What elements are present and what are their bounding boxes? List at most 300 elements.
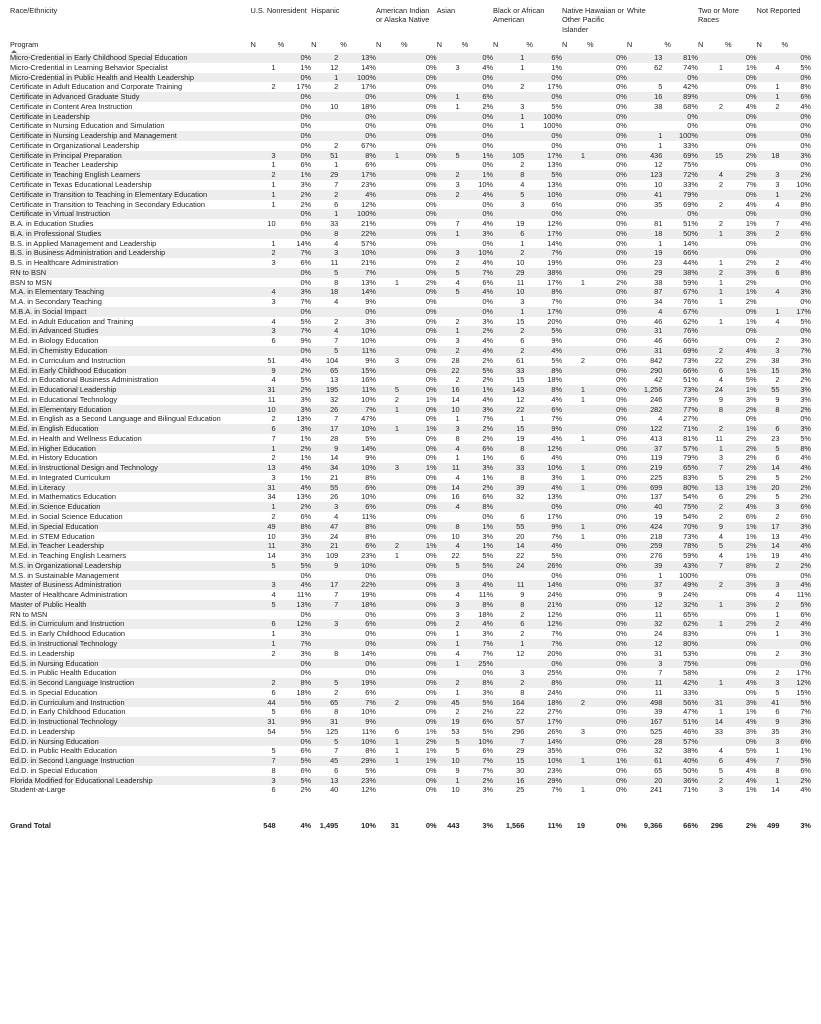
percent-cell: 7% — [551, 414, 563, 424]
program-name-cell[interactable]: Ed.S. in Second Language Instruction — [10, 678, 250, 688]
count-cell — [562, 629, 585, 639]
program-name-cell[interactable]: Ed.S. in Instructional Technology — [10, 639, 250, 649]
program-name-cell[interactable]: M.Ed. in STEM Education — [10, 531, 95, 541]
program-name-cell[interactable]: M.Ed. in English Education — [10, 424, 250, 434]
program-name-cell[interactable]: M.Ed. in Instructional Design and Technology — [10, 463, 250, 473]
subheader-n-white[interactable]: N — [626, 40, 633, 49]
grand-total-percent-cell: 10% — [338, 817, 376, 835]
count-cell: 1,256 — [627, 385, 663, 395]
table-row[interactable] — [10, 424, 811, 434]
count-cell: 2 — [271, 648, 276, 658]
percent-cell: 7% — [300, 297, 312, 307]
percent-cell: 3% — [780, 151, 811, 161]
program-name-cell[interactable]: M.Ed. in Special Education — [10, 522, 250, 532]
subheader-pct-us-nonresident[interactable]: % — [277, 40, 285, 49]
table-row[interactable] — [10, 766, 811, 776]
percent-cell: 3% — [800, 648, 811, 658]
percent-cell: 1% — [745, 219, 757, 229]
table-row[interactable] — [10, 326, 811, 336]
program-name-cell[interactable]: Ed.S. in Nursing Education — [10, 659, 250, 669]
percent-cell: 13% — [276, 600, 312, 610]
count-cell: 413 — [650, 433, 663, 443]
percent-cell: 2% — [745, 258, 757, 268]
table-row[interactable] — [10, 121, 811, 131]
program-name-cell[interactable]: Ed.S. in Public Health Education — [10, 668, 117, 678]
table-row[interactable] — [10, 200, 811, 210]
count-cell: 2 — [757, 619, 780, 629]
percent-cell: 3% — [300, 551, 312, 561]
count-cell: 1 — [775, 82, 780, 92]
percent-cell: 17% — [338, 170, 376, 180]
count-cell — [376, 63, 399, 73]
table-row[interactable] — [10, 668, 811, 678]
program-name-cell[interactable]: Micro-Credential in Public Health and Health Leadership — [10, 73, 250, 83]
program-name-cell[interactable]: Certificate in Principal Preparation — [10, 151, 250, 161]
subheader-pct-two-or-more-races[interactable]: % — [725, 40, 732, 49]
percent-cell: 6% — [300, 160, 312, 170]
count-cell — [698, 571, 723, 581]
program-name-cell[interactable]: Certificate in Nursing Leadership and Management — [10, 131, 250, 141]
percent-cell: 65% — [683, 609, 698, 619]
program-name-cell[interactable]: M.Ed. in Chemistry Education — [10, 346, 250, 356]
program-name-cell[interactable]: M.S. in Organizational Leadership — [10, 561, 250, 571]
group-header-black-or-african-american[interactable]: Black or African American — [493, 6, 545, 25]
subheader-pct-not-reported[interactable]: % — [781, 40, 789, 49]
table-row[interactable] — [10, 502, 811, 512]
header-group-row — [10, 6, 811, 40]
count-cell — [698, 414, 723, 424]
subheader-n-us-nonresident[interactable]: N — [250, 40, 256, 49]
table-row[interactable] — [10, 688, 811, 698]
table-row[interactable] — [10, 463, 811, 473]
program-name-cell[interactable]: Ed.D. in Early Childhood Education — [10, 707, 126, 717]
table-row[interactable] — [10, 649, 811, 659]
percent-cell: 7% — [460, 756, 493, 766]
percent-cell: 5% — [551, 355, 563, 365]
count-cell: 259 — [627, 541, 663, 551]
program-name-cell[interactable]: M.Ed. in Teacher Leadership — [10, 541, 250, 551]
program-name-cell[interactable]: M.Ed. in Early Childhood Education — [10, 366, 250, 376]
table-row[interactable] — [10, 551, 811, 561]
program-name-cell[interactable]: M.Ed. in Literacy — [10, 483, 250, 493]
program-name-cell[interactable]: B.S. in Business Administration and Leadership — [10, 248, 250, 258]
subheader-n-american-indian[interactable]: N — [375, 40, 382, 49]
table-row[interactable] — [10, 580, 811, 590]
program-name-cell[interactable]: M.Ed. in Higher Education — [10, 444, 250, 454]
program-name-cell[interactable]: Certificate in Organizational Leadership — [10, 140, 140, 150]
percent-cell: 2% — [723, 151, 756, 161]
table-row[interactable] — [10, 366, 811, 376]
percent-cell: 0% — [662, 209, 698, 219]
program-name-cell[interactable]: Certificate in Nursing Education and Simulation — [10, 121, 165, 131]
program-name-cell[interactable]: Certificate in Texas Educational Leadership — [10, 179, 152, 189]
percent-cell: 7% — [338, 268, 376, 278]
table-row[interactable] — [10, 170, 811, 180]
subheader-pct-hispanic[interactable]: % — [340, 40, 347, 49]
percent-cell: 0% — [399, 483, 437, 493]
program-name-cell[interactable]: Micro-Credential in Learning Behavior Specialist — [10, 62, 168, 72]
count-cell: 8 — [455, 433, 460, 443]
table-row[interactable] — [10, 590, 811, 600]
percent-cell: 1% — [460, 541, 493, 551]
program-name-cell[interactable]: M.Ed. in English as a Second Language and Bilingual Education — [10, 414, 221, 424]
count-cell: 18 — [311, 287, 338, 297]
percent-cell: 4% — [524, 483, 562, 493]
table-row[interactable] — [10, 336, 811, 346]
table-row[interactable] — [10, 248, 811, 258]
table-row[interactable] — [10, 112, 811, 122]
program-name-cell[interactable]: M.S. in Sustainable Management — [10, 570, 119, 580]
count-cell: 61 — [627, 756, 663, 766]
table-row[interactable] — [10, 131, 811, 141]
table-row[interactable] — [10, 190, 811, 200]
table-row[interactable] — [10, 82, 811, 92]
count-cell — [250, 346, 275, 356]
table-row[interactable] — [10, 414, 811, 424]
program-name-cell[interactable]: Ed.D. in Leadership — [10, 726, 75, 736]
count-cell — [376, 483, 399, 493]
table-row[interactable] — [10, 102, 811, 112]
subheader-n-hispanic[interactable]: N — [311, 40, 317, 49]
subheader-n-native-hawaiian[interactable]: N — [562, 40, 568, 49]
program-name-cell[interactable]: M.Ed. in Teaching English Learners — [10, 551, 127, 561]
program-column-header-label: Program — [10, 40, 39, 49]
count-cell: 14 — [757, 541, 780, 551]
table-row[interactable] — [10, 151, 811, 161]
percent-cell: 0% — [723, 190, 756, 200]
percent-cell: 0% — [585, 92, 627, 102]
table-row[interactable] — [10, 444, 811, 454]
percent-cell: 17% — [780, 307, 811, 317]
table-row[interactable] — [10, 239, 811, 249]
table-row[interactable] — [10, 541, 811, 551]
program-name-cell[interactable]: M.Ed. in Curriculum and Instruction — [10, 355, 126, 365]
program-name-cell[interactable]: Ed.S. in Special Education — [10, 687, 98, 697]
count-cell — [376, 659, 399, 669]
table-row[interactable] — [10, 209, 811, 219]
percent-cell: 0% — [399, 287, 437, 297]
percent-cell: 1% — [300, 433, 312, 443]
table-row[interactable] — [10, 73, 811, 83]
table-row[interactable] — [10, 219, 811, 229]
program-name-cell[interactable]: Ed.D. in Second Language Instruction — [10, 756, 250, 766]
program-name-cell[interactable]: Master of Healthcare Administration — [10, 590, 128, 600]
count-cell: 8 — [520, 687, 525, 697]
percent-cell: 0% — [300, 140, 312, 150]
program-name-cell[interactable]: Certificate in Transition to Teaching in Secondary Education — [10, 199, 206, 209]
group-header-american-indian-or-alaska-native[interactable]: American Indian or Alaska Native — [375, 6, 430, 25]
program-name-cell[interactable]: M.Ed. in Elementary Education — [10, 405, 250, 415]
table-row[interactable] — [10, 492, 811, 502]
program-name-cell[interactable]: Ed.D. in Instructional Technology — [10, 717, 250, 727]
count-cell — [437, 141, 460, 151]
group-header-hispanic[interactable]: Hispanic — [311, 6, 340, 15]
percent-cell: 0% — [399, 248, 437, 258]
percent-cell: 0% — [800, 238, 811, 248]
count-cell: 9 — [520, 590, 525, 600]
table-row[interactable] — [10, 405, 811, 415]
table-row[interactable] — [10, 561, 811, 571]
subheader-pct-native-hawaiian[interactable]: % — [587, 40, 594, 49]
program-name-cell[interactable]: Ed.D. in Special Education — [10, 765, 98, 775]
count-cell — [376, 219, 399, 229]
program-name-cell[interactable]: M.B.A. in Social Impact — [10, 307, 250, 317]
count-cell: 4 — [775, 62, 780, 72]
program-name-cell[interactable]: Master of Business Administration — [10, 580, 250, 590]
count-cell: 3 — [437, 424, 460, 434]
count-cell: 28 — [627, 737, 663, 747]
percent-cell: 62% — [683, 316, 698, 326]
percent-cell: 0% — [616, 82, 627, 92]
program-name-cell[interactable]: Ed.D. in Public Health Education — [10, 746, 117, 756]
table-row[interactable] — [10, 698, 811, 708]
table-row[interactable] — [10, 307, 811, 317]
percent-cell: 4% — [551, 394, 563, 404]
program-name-cell[interactable]: M.Ed. in Biology Education — [10, 336, 99, 346]
percent-cell: 2% — [780, 405, 811, 415]
table-row[interactable] — [10, 678, 811, 688]
percent-cell: 4% — [460, 190, 493, 200]
percent-cell: 0% — [425, 101, 437, 111]
program-name-cell[interactable]: Certificate in Virtual Instruction — [10, 209, 250, 219]
count-cell — [437, 512, 460, 522]
percent-cell: 53% — [683, 648, 698, 658]
program-column-header[interactable] — [10, 40, 250, 53]
subheader-pct-asian[interactable]: % — [461, 40, 469, 49]
program-name-cell[interactable]: M.Ed. in Educational Technology — [10, 394, 118, 404]
count-cell: 35 — [654, 199, 663, 209]
percent-cell: 54% — [683, 512, 698, 522]
percent-cell: 0% — [780, 659, 811, 669]
count-cell: 15 — [493, 756, 524, 766]
program-name-cell[interactable]: Micro-Credential in Early Childhood Special Education — [10, 53, 250, 63]
percent-cell: 5% — [276, 561, 312, 571]
table-row[interactable] — [10, 453, 811, 463]
percent-cell: 4% — [482, 258, 494, 268]
program-name-cell[interactable]: Ed.S. in Early Childhood Education — [10, 629, 126, 639]
count-cell — [698, 190, 723, 200]
table-row[interactable] — [10, 297, 811, 307]
program-name-cell[interactable]: Certificate in Advanced Graduate Study — [10, 92, 250, 102]
percent-cell: 0% — [585, 73, 627, 83]
percent-cell: 47% — [683, 707, 698, 717]
table-row[interactable] — [10, 395, 811, 405]
percent-cell: 0% — [399, 776, 437, 786]
table-row[interactable] — [10, 317, 811, 327]
program-name-cell[interactable]: Certificate in Leadership — [10, 112, 250, 122]
program-name-cell[interactable]: M.A. in Elementary Teaching — [10, 287, 250, 297]
percent-cell: 14% — [338, 444, 376, 454]
group-header-asian[interactable]: Asian — [436, 6, 456, 15]
count-cell — [562, 219, 585, 229]
table-row[interactable] — [10, 571, 811, 581]
table-row[interactable] — [10, 629, 811, 639]
table-row[interactable] — [10, 600, 811, 610]
percent-cell: 59% — [683, 551, 698, 561]
percent-cell: 2% — [482, 707, 494, 717]
table-row[interactable] — [10, 737, 811, 747]
program-name-cell[interactable]: M.Ed. in Social Science Education — [10, 512, 123, 522]
program-name-cell[interactable]: M.Ed. in Science Education — [10, 502, 250, 512]
table-row[interactable] — [10, 434, 811, 444]
program-name-cell[interactable]: M.Ed. in History Education — [10, 453, 98, 463]
percent-cell: 17% — [524, 229, 562, 239]
count-cell: 8 — [437, 522, 460, 532]
table-row[interactable] — [10, 229, 811, 239]
count-cell — [376, 239, 399, 249]
count-cell — [250, 112, 275, 122]
program-name-cell[interactable]: M.Ed. in Health and Wellness Education — [10, 433, 142, 443]
table-row[interactable] — [10, 141, 811, 151]
table-row[interactable] — [10, 619, 811, 629]
count-cell: 16 — [627, 92, 663, 102]
subheader-n-asian[interactable]: N — [436, 40, 442, 49]
program-name-cell[interactable]: Certificate in Teaching English Learners — [10, 170, 250, 180]
table-row[interactable] — [10, 659, 811, 669]
percent-cell: 1% — [399, 463, 437, 473]
table-row[interactable] — [10, 346, 811, 356]
table-row[interactable] — [10, 160, 811, 170]
program-name-cell[interactable]: M.Ed. in Educational Business Administration — [10, 375, 159, 385]
table-row[interactable] — [10, 473, 811, 483]
table-row[interactable] — [10, 512, 811, 522]
program-name-cell[interactable]: RN to MSN — [10, 609, 48, 619]
program-name-cell[interactable]: Certificate in Teacher Leadership — [10, 160, 118, 170]
program-name-cell[interactable]: Ed.S. in Curriculum and Instruction — [10, 619, 250, 629]
count-cell — [376, 610, 399, 620]
percent-cell: 73% — [683, 394, 698, 404]
program-name-cell[interactable]: Ed.S. in Leadership — [10, 648, 75, 658]
program-name-cell[interactable]: M.Ed. in Advanced Studies — [10, 326, 250, 336]
percent-cell: 5% — [276, 756, 312, 766]
subheader-pct-white[interactable]: % — [664, 40, 671, 49]
table-row[interactable] — [10, 532, 811, 542]
count-cell: 15 — [698, 151, 723, 161]
percent-cell: 8% — [338, 151, 376, 161]
percent-cell: 0% — [460, 53, 493, 63]
percent-cell: 3% — [800, 336, 811, 346]
program-name-cell[interactable]: Florida Modified for Educational Leadership — [10, 776, 250, 786]
table-row[interactable] — [10, 375, 811, 385]
count-cell — [562, 541, 585, 551]
count-cell: 1 — [376, 756, 399, 766]
percent-cell: 0% — [524, 209, 562, 219]
table-row[interactable] — [10, 53, 811, 63]
table-row[interactable] — [10, 287, 811, 297]
group-header-native-hawaiian-or-other-pacific-islander[interactable]: Native Hawaiian or Other Pacific Islander — [562, 6, 625, 34]
program-name-cell[interactable]: RN to BSN — [10, 268, 250, 278]
count-cell: 5 — [271, 746, 276, 756]
table-row[interactable] — [10, 356, 811, 366]
program-name-cell[interactable]: Master of Public Health — [10, 600, 250, 610]
percent-cell: 4% — [276, 463, 312, 473]
subheader-n-two-or-more-races[interactable]: N — [697, 40, 704, 49]
table-row[interactable] — [10, 483, 811, 493]
group-header-not-reported[interactable]: Not Reported — [756, 6, 801, 15]
percent-cell: 0% — [425, 121, 437, 131]
program-name-cell[interactable]: Ed.D. in Curriculum and Instruction — [10, 698, 250, 708]
program-name-cell[interactable]: M.Ed. in Mathematics Education — [10, 492, 116, 502]
count-cell: 167 — [627, 717, 663, 727]
count-cell — [757, 239, 780, 249]
count-cell: 3 — [376, 463, 399, 473]
percent-cell: 0% — [745, 121, 757, 131]
percent-cell: 9% — [338, 717, 376, 727]
table-row[interactable] — [10, 522, 811, 532]
program-name-cell[interactable]: BSN to MSN — [10, 277, 52, 287]
percent-cell: 0% — [616, 375, 627, 385]
table-row[interactable] — [10, 258, 811, 268]
count-cell: 7 — [334, 590, 339, 600]
percent-cell: 3% — [723, 600, 756, 610]
program-name-cell[interactable]: Certificate in Transition to Teaching in Elementary Education — [10, 190, 250, 200]
table-row[interactable] — [10, 727, 811, 737]
table-row[interactable] — [10, 707, 811, 717]
table-row[interactable] — [10, 180, 811, 190]
table-row[interactable] — [10, 639, 811, 649]
group-header-us-nonresident[interactable]: U.S. Nonresident — [250, 6, 307, 15]
table-row[interactable] — [10, 785, 811, 795]
group-header-two-or-more-races[interactable]: Two or More Races — [697, 6, 740, 25]
table-row[interactable] — [10, 268, 811, 278]
percent-cell: 4% — [800, 551, 811, 561]
program-name-cell[interactable]: M.Ed. in Adult Education and Training — [10, 316, 134, 326]
program-name-cell[interactable]: B.S. in Healthcare Administration — [10, 258, 119, 268]
table-row[interactable] — [10, 92, 811, 102]
percent-cell: 50% — [683, 765, 698, 775]
count-cell — [698, 688, 723, 698]
subheader-pct-american-indian[interactable]: % — [400, 40, 408, 49]
subheader-n-not-reported[interactable]: N — [756, 40, 762, 49]
percent-cell: 0% — [616, 492, 627, 502]
table-row[interactable] — [10, 746, 811, 756]
percent-cell: 0% — [399, 639, 437, 649]
subheader-pct-black-or-african-american[interactable]: % — [526, 40, 533, 49]
percent-cell: 0% — [616, 687, 627, 697]
table-row[interactable] — [10, 776, 811, 786]
percent-cell: 6% — [551, 199, 563, 209]
program-name-cell[interactable]: B.A. in Professional Studies — [10, 229, 250, 239]
count-cell — [376, 209, 399, 219]
table-row[interactable] — [10, 610, 811, 620]
count-cell: 6 — [775, 707, 780, 717]
program-name-cell[interactable]: Certificate in Content Area Instruction — [10, 101, 133, 111]
program-name-cell[interactable]: B.A. in Education Studies — [10, 219, 94, 229]
count-cell: 11 — [250, 541, 275, 551]
program-name-cell[interactable]: B.S. in Applied Management and Leadership — [10, 238, 157, 248]
table-row[interactable] — [10, 385, 811, 395]
subheader-n-black-or-african-american[interactable]: N — [493, 40, 499, 49]
program-name-cell[interactable]: Student-at-Large — [10, 785, 66, 795]
program-name-cell[interactable]: M.Ed. in Integrated Curriculum — [10, 472, 111, 482]
count-cell: 8 — [311, 229, 338, 239]
table-row[interactable] — [10, 278, 811, 288]
count-cell — [562, 121, 585, 131]
program-name-cell[interactable]: Ed.D. in Nursing Education — [10, 737, 250, 747]
table-row[interactable] — [10, 756, 811, 766]
program-name-cell[interactable]: M.A. in Secondary Teaching — [10, 297, 102, 307]
program-name-cell[interactable]: M.Ed. in Educational Leadership — [10, 385, 250, 395]
count-cell: 9 — [658, 590, 663, 600]
group-header-white[interactable]: White — [626, 6, 646, 15]
table-row[interactable] — [10, 717, 811, 727]
percent-cell: 3% — [780, 522, 811, 532]
count-cell: 7 — [775, 219, 780, 229]
percent-cell: 4% — [482, 336, 494, 346]
percent-cell: 0% — [338, 639, 376, 649]
table-row[interactable] — [10, 63, 811, 73]
program-name-cell[interactable]: Certificate in Adult Education and Corporate Training — [10, 82, 183, 92]
